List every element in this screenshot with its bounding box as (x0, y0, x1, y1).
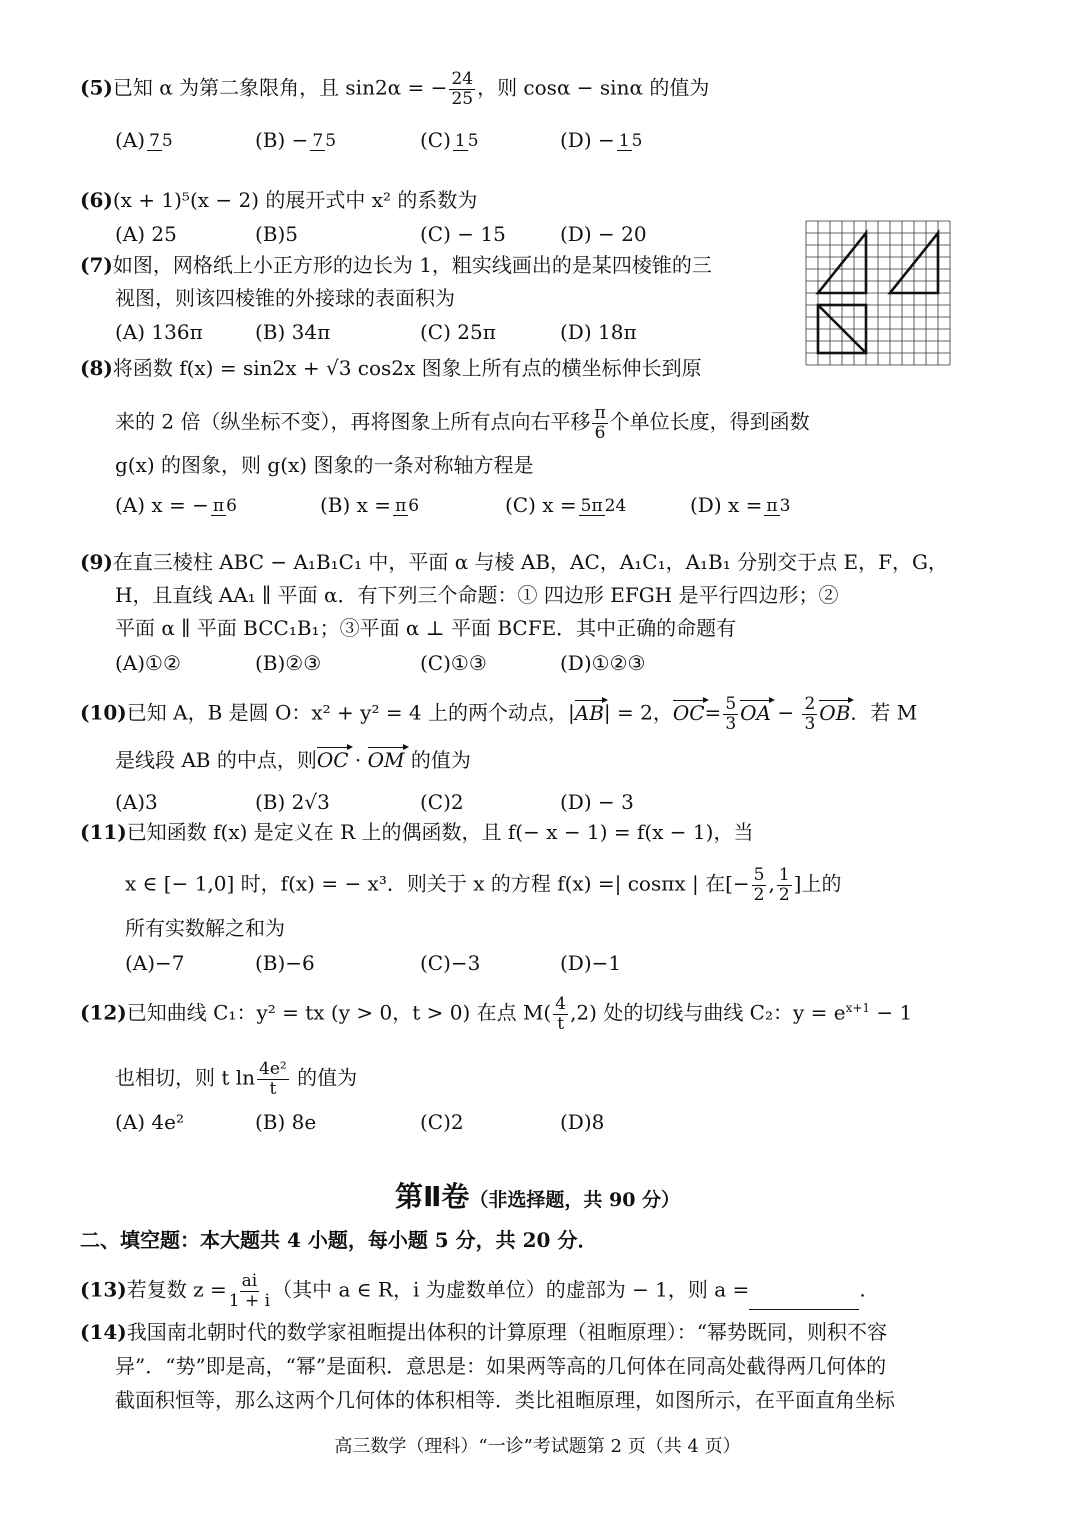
option-b: (B)−6 (255, 951, 315, 975)
question-12-stem-1: (12)已知曲线 C₁：y² = tx (y > 0，t > 0) 在点 M( $\frac{4}{t}$ ,2) 处的切线与曲线 C₂：$y = e^{x+1} - 1$ (80, 994, 913, 1034)
question-8-stem-2: 来的 2 倍（纵坐标不变），再将图象上所有点向右平移 $\frac{\pi}{6}$ 个单位长度，得到函数 (115, 403, 810, 443)
question-14-stem-2: 异”．“势”即是高，“幂”是面积．意思是：如果两等高的几何体在同高处截得两几何体的 (115, 1354, 887, 1378)
option-c: (C) − 15 (420, 222, 506, 246)
option-c: (C)2 (420, 790, 464, 814)
vector-ab: AB (574, 700, 604, 725)
option-d: (D) − 3 (560, 790, 634, 814)
vector-oc: OC (672, 700, 705, 725)
question-14-stem-3: 截面积恒等，那么这两个几何体的体积相等．类比祖暅原理，如图所示，在平面直角坐标 (115, 1388, 895, 1412)
option-c: (C) 1 5 (420, 128, 479, 152)
question-11-stem-1: (11)已知函数 f(x) 是定义在 R 上的偶函数，且 f(− x − 1) = f(x − 1)，当 (80, 820, 754, 844)
option-b: (B) 8e (255, 1110, 317, 1134)
question-12-stem-2: 也相切，则 t ln $\frac{\text{4e²}}{t}$ 的值为 (115, 1059, 358, 1099)
option-a: (A) 136π (115, 320, 203, 344)
section-2-title: 第Ⅱ卷（非选择题，共 90 分） (394, 1180, 681, 1213)
option-b: (B) x = π 6 (320, 493, 420, 517)
question-14-stem-1: (14)我国南北朝时代的数学家祖暅提出体积的计算原理（祖暅原理）：“幂势既同，则积不容 (80, 1320, 887, 1344)
question-5-stem: (5)已知 α 为第二象限角，且 sin2α = − $\frac{24}{25}$ ，则 cosα − sinα 的值为 (80, 69, 710, 109)
question-11-stem-2: x ∈ [− 1,0] 时，f(x) = − x³．则关于 x 的方程 f(x) =| cosπx | 在[− $\frac{5}{2}$ , $\frac{1}{2}$ ]上的 (125, 865, 842, 905)
option-a: (A) 25 (115, 222, 177, 246)
question-6-stem: (6)(x + 1)⁵(x − 2) 的展开式中 x² 的系数为 (80, 188, 478, 212)
fraction: $\frac{24}{25}$ (451, 69, 474, 109)
option-a: (A) 4e² (115, 1110, 184, 1134)
question-7-stem-1: (7)如图，网格纸上小正方形的边长为 1，粗实线画出的是某四棱锥的三 (80, 253, 712, 277)
answer-blank[interactable] (749, 1291, 859, 1310)
option-b: (B)5 (255, 222, 299, 246)
option-a: (A) x = − π 6 (115, 493, 237, 517)
question-5-options (115, 128, 644, 152)
option-a: (A)3 (115, 790, 158, 814)
option-c: (C)−3 (420, 951, 481, 975)
option-b: (B) 2√3 (255, 790, 330, 814)
question-7-stem-2: 视图，则该四棱锥的外接球的表面积为 (115, 286, 455, 310)
option-b: (B) − 7 5 (255, 128, 337, 152)
question-13-stem: (13)若复数 z = $\frac{ai}{1 + i}$ （其中 a ∈ R，i 为虚数单位）的虚部为 − 1，则 a = . (80, 1271, 866, 1311)
option-d: (D) − 20 (560, 222, 647, 246)
option-d: (D)①②③ (560, 651, 646, 675)
option-c: (C)①③ (420, 651, 487, 675)
option-a: (A) 7 5 (115, 128, 173, 152)
option-a: (A)−7 (125, 951, 185, 975)
question-10-options (115, 790, 634, 814)
page-footer: 高三数学（理科）“一诊”考试题第 2 页（共 4 页） (334, 1436, 741, 1457)
question-9-stem-3: 平面 α ∥ 平面 BCC₁B₁；③平面 α ⊥ 平面 BCFE．其中正确的命题有 (115, 616, 737, 640)
option-c: (C)2 (420, 1110, 464, 1134)
question-8-stem-3: g(x) 的图象，则 g(x) 图象的一条对称轴方程是 (115, 453, 534, 477)
question-6-options (115, 222, 647, 246)
question-9-stem-2: H，且直线 AA₁ ∥ 平面 α．有下列三个命题：① 四边形 EFGH 是平行四边形；② (115, 583, 839, 607)
three-view-grid-figure (805, 220, 951, 366)
vector-ob: OB (819, 700, 851, 725)
question-9-stem-1: (9)在直三棱柱 ABC − A₁B₁C₁ 中，平面 α 与棱 AB，AC，A₁C₁，A₁B₁ 分别交于点 E，F，G， (80, 550, 948, 574)
question-11-options (125, 951, 621, 975)
question-9-options (115, 651, 645, 675)
question-11-stem-3: 所有实数解之和为 (125, 916, 285, 940)
question-7-options (115, 320, 637, 344)
question-10-stem-1: (10)已知 A，B 是圆 O：x² + y² = 4 上的两个动点，|AB| = 2，OC= $\frac{5}{3}$ OA − $\frac{2}{3}$ OB．若 M (80, 694, 918, 734)
question-10-stem-2: 是线段 AB 的中点，则OC · OM 的值为 (115, 748, 471, 772)
question-8-stem-1: (8)将函数 f(x) = sin2x + √3 cos2x 图象上所有点的横坐标伸长到原 (80, 356, 702, 380)
option-c: (C) 25π (420, 320, 496, 344)
option-d: (D) − 1 5 (560, 128, 643, 152)
vector-oa: OA (740, 700, 771, 725)
question-12-options (115, 1110, 604, 1134)
question-8-options (115, 493, 792, 517)
option-a: (A)①② (115, 651, 181, 675)
option-b: (B) 34π (255, 320, 331, 344)
vector-oc: OC (316, 748, 349, 772)
option-d: (D) 18π (560, 320, 637, 344)
vector-om: OM (367, 748, 405, 772)
option-d: (D)−1 (560, 951, 622, 975)
fill-in-heading: 二、填空题：本大题共 4 小题，每小题 5 分，共 20 分． (80, 1228, 598, 1252)
option-b: (B)②③ (255, 651, 322, 675)
option-c: (C) x = 5π 24 (505, 493, 627, 517)
option-d: (D) x = π 3 (690, 493, 791, 517)
option-d: (D)8 (560, 1110, 605, 1134)
